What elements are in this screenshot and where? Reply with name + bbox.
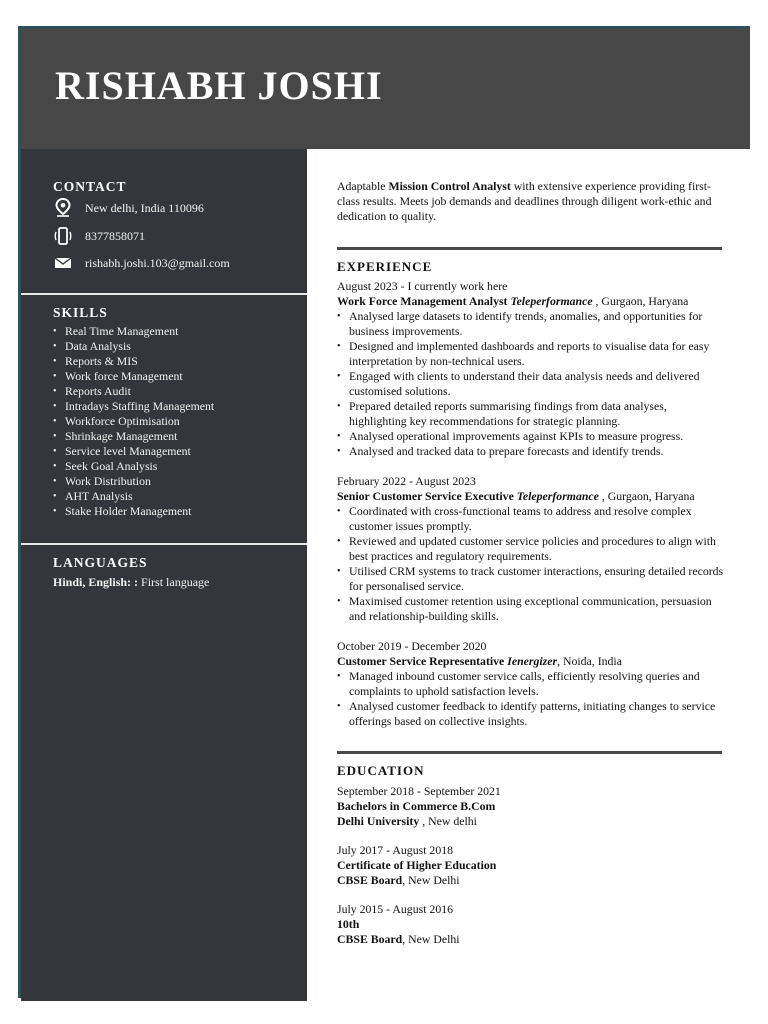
skill-item: • Work Distribution bbox=[53, 474, 151, 488]
job-entry bbox=[337, 639, 727, 729]
job-bullet: • Reviewed and updated customer service policies and procedures to align with best practices and regulatory requirements. bbox=[337, 534, 716, 563]
summary-role: Mission Control Analyst bbox=[388, 179, 511, 193]
job-bullet: • Maximised customer retention using exceptional communication, persuasion and relationship-building skills. bbox=[337, 594, 712, 623]
job-entry bbox=[337, 279, 727, 459]
skill-item: • Data Analysis bbox=[53, 339, 131, 353]
education-heading: EDUCATION bbox=[337, 763, 425, 778]
job-bullet: • Designed and implemented dashboards and reports to visualise data for easy interpretation by non-technical users. bbox=[337, 339, 710, 368]
job-entry bbox=[337, 474, 727, 624]
education-school-line: CBSE Board, New Delhi bbox=[337, 873, 460, 887]
job-bullets bbox=[337, 309, 727, 459]
skill-item: • Shrinkage Management bbox=[53, 429, 178, 443]
envelope-icon bbox=[53, 253, 73, 273]
job-company: Teleperformance bbox=[510, 294, 593, 308]
job-title-line: Senior Customer Service Executive Teleperformance , Gurgaon, Haryana bbox=[337, 489, 695, 503]
job-dates: August 2023 - I currently work here bbox=[337, 279, 508, 293]
skill-item: • Real Time Management bbox=[53, 324, 179, 338]
skills-list bbox=[53, 324, 214, 519]
skill-item: • Workforce Optimisation bbox=[53, 414, 180, 428]
contact-heading: CONTACT bbox=[53, 179, 127, 194]
job-bullet: • Analysed customer feedback to identify patterns, initiating changes to service offerings based on collective insights. bbox=[337, 699, 716, 728]
section-divider bbox=[337, 751, 722, 754]
education-entry bbox=[337, 902, 460, 947]
language-value: First language bbox=[141, 575, 210, 589]
education-dates: July 2015 - August 2016 bbox=[337, 902, 454, 916]
job-company: Teleperformance bbox=[516, 489, 599, 503]
sidebar-divider bbox=[21, 543, 307, 545]
job-bullet: • Analysed large datasets to identify trends, anomalies, and opportunities for business improvements. bbox=[337, 309, 703, 338]
profile-summary: Adaptable Mission Control Analyst with extensive experience providing first-class results. Meets job demands and deadlines through diligent work-ethic and dedication to quality. bbox=[337, 179, 712, 223]
job-bullet: • Prepared detailed reports summarising findings from data analyses, highlighting key recommendations for strategic planning. bbox=[337, 399, 667, 428]
job-bullet: • Utilised CRM systems to track customer interactions, ensuring detailed records for personalised service. bbox=[337, 564, 724, 593]
skill-item: • AHT Analysis bbox=[53, 489, 133, 503]
language-label: Hindi, English: : bbox=[53, 575, 139, 589]
job-bullets bbox=[337, 669, 727, 729]
job-dates: October 2019 - December 2020 bbox=[337, 639, 487, 653]
section-divider bbox=[337, 247, 722, 250]
job-dates: February 2022 - August 2023 bbox=[337, 474, 476, 488]
education-school: CBSE Board bbox=[337, 932, 403, 946]
resume-page bbox=[18, 26, 750, 998]
education-degree: Bachelors in Commerce B.Com bbox=[337, 799, 496, 813]
sidebar-divider bbox=[21, 293, 307, 295]
education-entry bbox=[337, 784, 501, 829]
sidebar bbox=[21, 149, 307, 1001]
job-title-line: Customer Service Representative Ienergizer, Noida, India bbox=[337, 654, 622, 668]
email-text[interactable]: rishabh.joshi.103@gmail.com bbox=[85, 255, 230, 270]
education-degree: 10th bbox=[337, 917, 360, 931]
phone-text: 8377858071 bbox=[85, 228, 145, 243]
skill-item: • Work force Management bbox=[53, 369, 183, 383]
job-company: Ienergizer bbox=[507, 654, 558, 668]
education-school-line: CBSE Board, New Delhi bbox=[337, 932, 460, 946]
education-dates: September 2018 - September 2021 bbox=[337, 784, 501, 798]
education-dates: July 2017 - August 2018 bbox=[337, 843, 454, 857]
contact-address bbox=[53, 198, 204, 218]
job-bullet: • Managed inbound customer service calls, efficiently resolving queries and complaints to uphold satisfaction levels. bbox=[337, 669, 700, 698]
job-bullet: • Analysed and tracked data to prepare forecasts and identify trends. bbox=[337, 444, 664, 458]
experience-heading: EXPERIENCE bbox=[337, 259, 433, 274]
job-bullet: • Coordinated with cross-functional teams to address and resolve complex customer issues promptly. bbox=[337, 504, 692, 533]
education-degree: Certificate of Higher Education bbox=[337, 858, 497, 872]
address-text: New delhi, India 110096 bbox=[85, 200, 204, 215]
education-entry bbox=[337, 843, 496, 888]
contact-email bbox=[53, 253, 230, 273]
location-pin-icon bbox=[53, 198, 73, 218]
job-bullets bbox=[337, 504, 727, 624]
resume-header bbox=[21, 29, 750, 149]
job-bullet: • Engaged with clients to understand their data analysis needs and delivered customised solutions. bbox=[337, 369, 700, 398]
skill-item: • Service level Management bbox=[53, 444, 191, 458]
education-school: CBSE Board bbox=[337, 873, 403, 887]
language-entry bbox=[53, 575, 209, 590]
job-title-line: Work Force Management Analyst Teleperformance , Gurgaon, Haryana bbox=[337, 294, 689, 308]
skill-item: • Reports & MIS bbox=[53, 354, 138, 368]
skill-item: • Reports Audit bbox=[53, 384, 131, 398]
languages-heading: LANGUAGES bbox=[53, 555, 148, 570]
phone-icon bbox=[53, 226, 73, 246]
skill-item: • Intradays Staffing Management bbox=[53, 399, 215, 413]
education-school: Delhi University bbox=[337, 814, 420, 828]
skills-heading: SKILLS bbox=[53, 305, 108, 320]
skill-item: • Stake Holder Management bbox=[53, 504, 192, 518]
education-school-line: Delhi University , New delhi bbox=[337, 814, 477, 828]
skill-item: • Seek Goal Analysis bbox=[53, 459, 158, 473]
contact-phone bbox=[53, 226, 145, 246]
candidate-name: RISHABH JOSHI bbox=[55, 63, 383, 108]
job-bullet: • Analysed operational improvements against KPIs to measure progress. bbox=[337, 429, 684, 443]
